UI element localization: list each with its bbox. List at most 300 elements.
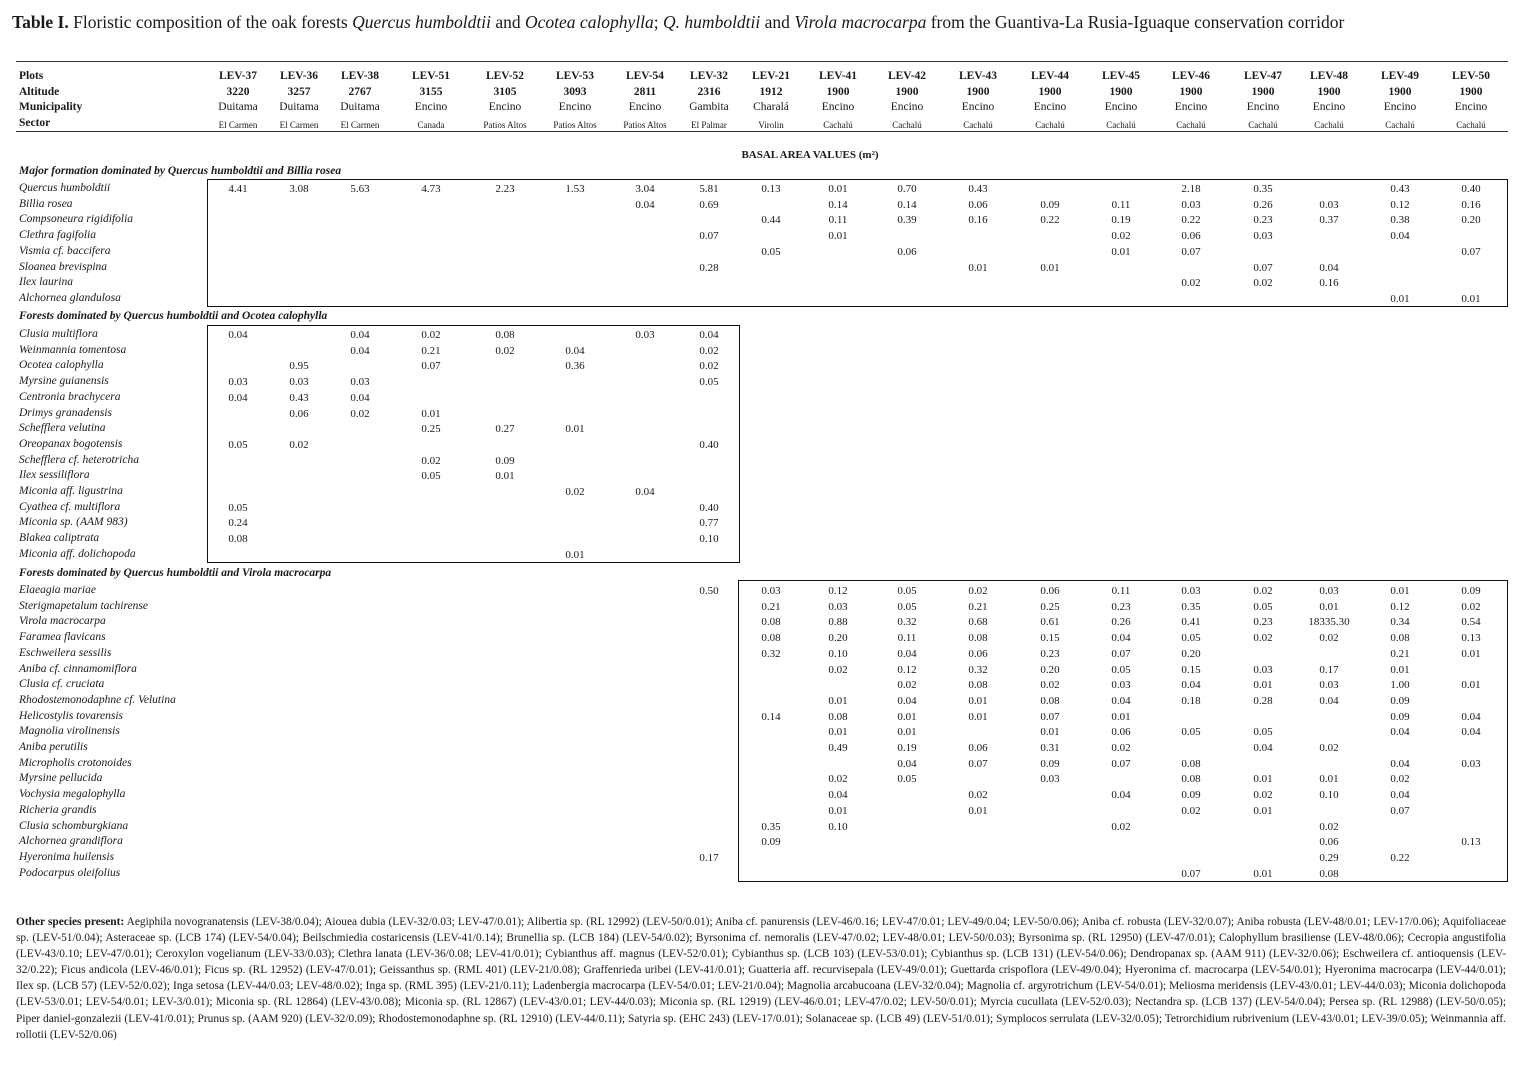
section-title bbox=[19, 568, 331, 580]
altitude-value: 1900 bbox=[1459, 86, 1483, 98]
basal-area-value: 0.04 bbox=[635, 486, 655, 498]
section-title-part: Ocotea calophylla bbox=[242, 310, 328, 322]
basal-area-value: 0.01 bbox=[1040, 726, 1060, 739]
sector-value: Cachalú bbox=[823, 120, 853, 130]
species-name: Richeria grandis bbox=[19, 803, 97, 816]
basal-area-value: 0.07 bbox=[1111, 647, 1131, 660]
basal-area-value: 0.68 bbox=[968, 616, 988, 629]
basal-area-value: 0.32 bbox=[761, 647, 781, 660]
sector-value: El Carmen bbox=[340, 120, 380, 130]
altitude-value: 2811 bbox=[633, 86, 657, 98]
section-title-part: Forests dominated by bbox=[19, 567, 124, 579]
basal-area-value: 0.21 bbox=[421, 344, 441, 357]
basal-area-value: 0.03 bbox=[1461, 757, 1481, 770]
basal-area-value: 0.01 bbox=[828, 726, 848, 739]
sector-value: Cachalú bbox=[963, 120, 993, 130]
altitude-value: 3155 bbox=[419, 86, 443, 98]
basal-area-value: 0.01 bbox=[1111, 710, 1131, 723]
basal-area-value: 0.15 bbox=[1040, 632, 1060, 645]
basal-area-value: 0.13 bbox=[761, 183, 781, 195]
title-part: ; bbox=[653, 12, 664, 32]
plot-id: LEV-48 bbox=[1309, 70, 1349, 82]
sector-value: Patios Altos bbox=[483, 120, 527, 130]
basal-area-value: 0.28 bbox=[699, 261, 719, 274]
basal-area-heading: BASAL AREA VALUES (m²) bbox=[741, 149, 879, 161]
basal-area-value: 0.01 bbox=[968, 261, 988, 274]
basal-area-value: 0.04 bbox=[1390, 726, 1410, 739]
sector-value: El Carmen bbox=[279, 120, 319, 130]
basal-area-value: 5.63 bbox=[350, 183, 370, 195]
municipality-value: Encino bbox=[1454, 101, 1488, 113]
species-name: Myrsine pellucida bbox=[19, 772, 103, 785]
basal-area-value: 18335.30 bbox=[1308, 616, 1350, 629]
basal-area-value: 0.04 bbox=[897, 647, 917, 660]
species-name: Ilex laurina bbox=[19, 276, 73, 289]
basal-area-value: 0.01 bbox=[968, 804, 988, 817]
municipality-value: Gambita bbox=[689, 101, 729, 113]
sector-value: Cachalú bbox=[1106, 120, 1136, 130]
basal-area-value: 0.04 bbox=[565, 344, 585, 357]
sector-value: Patios Altos bbox=[623, 120, 667, 130]
plot-id: LEV-32 bbox=[689, 70, 729, 82]
basal-area-value: 0.01 bbox=[968, 710, 988, 723]
basal-area-value: 0.09 bbox=[1390, 694, 1410, 707]
basal-area-value: 0.03 bbox=[289, 376, 309, 389]
basal-area-value: 0.14 bbox=[828, 198, 848, 211]
basal-area-value: 0.22 bbox=[1181, 214, 1201, 227]
basal-area-value: 0.04 bbox=[228, 391, 248, 404]
species-name: Virola macrocarpa bbox=[19, 615, 106, 628]
basal-area-value: 0.04 bbox=[1181, 679, 1201, 692]
basal-area-value: 0.09 bbox=[1181, 789, 1201, 802]
basal-area-value: 0.03 bbox=[1181, 198, 1201, 211]
basal-area-value: 0.02 bbox=[421, 329, 441, 341]
basal-area-value: 0.21 bbox=[1390, 647, 1410, 660]
species-name: Blakea caliptrata bbox=[19, 532, 100, 545]
basal-area-value: 0.05 bbox=[699, 376, 719, 389]
basal-area-value: 0.08 bbox=[495, 329, 515, 341]
basal-area-value: 0.08 bbox=[828, 710, 848, 723]
altitude-value: 1912 bbox=[759, 86, 783, 98]
other-species-note bbox=[16, 914, 1506, 1043]
sector-value: Cachalú bbox=[1385, 120, 1415, 130]
altitude-value: 1900 bbox=[1388, 86, 1412, 98]
altitude-value: 1900 bbox=[966, 86, 990, 98]
basal-area-value: 0.01 bbox=[1390, 585, 1410, 597]
basal-area-value: 0.06 bbox=[968, 647, 988, 660]
municipality-value: Encino bbox=[628, 101, 662, 113]
species-name: Micropholis crotonoides bbox=[19, 756, 132, 769]
basal-area-value: 0.01 bbox=[897, 710, 917, 723]
basal-area-value: 0.25 bbox=[421, 423, 441, 436]
basal-area-value: 0.06 bbox=[1111, 726, 1131, 739]
title-part: Quercus humboldtii bbox=[352, 12, 491, 32]
basal-area-value: 0.02 bbox=[897, 679, 917, 692]
basal-area-value: 0.49 bbox=[828, 742, 848, 754]
species-name: Magnolia virolinensis bbox=[19, 725, 120, 738]
basal-area-value: 0.05 bbox=[897, 585, 917, 597]
basal-area-value: 0.36 bbox=[565, 360, 585, 373]
basal-area-value: 0.04 bbox=[350, 391, 370, 404]
basal-area-value: 0.04 bbox=[635, 198, 655, 211]
species-name: Alchornea grandiflora bbox=[19, 835, 123, 848]
basal-area-value: 0.02 bbox=[1319, 742, 1339, 754]
species-name: Helicostylis tovarensis bbox=[19, 709, 124, 722]
basal-area-value: 0.07 bbox=[1461, 245, 1481, 258]
basal-area-value: 0.08 bbox=[968, 679, 988, 692]
basal-area-value: 0.02 bbox=[1253, 277, 1273, 290]
sector-value: Cachalú bbox=[1176, 120, 1206, 130]
basal-area-value: 0.04 bbox=[699, 329, 719, 341]
basal-area-value: 0.02 bbox=[1253, 585, 1273, 597]
basal-area-value: 0.02 bbox=[699, 344, 719, 357]
group-box-quercus-billia bbox=[207, 179, 1508, 307]
plot-id: LEV-53 bbox=[555, 70, 595, 82]
basal-area-value: 0.40 bbox=[699, 501, 719, 514]
basal-area-value: 0.26 bbox=[1111, 616, 1131, 629]
basal-area-value: 0.20 bbox=[1181, 647, 1201, 660]
basal-area-value: 0.05 bbox=[1253, 726, 1273, 739]
basal-area-value: 0.41 bbox=[1181, 616, 1201, 629]
basal-area-value: 0.04 bbox=[1111, 694, 1131, 707]
basal-area-value: 0.16 bbox=[1461, 198, 1481, 211]
plot-id: LEV-51 bbox=[411, 70, 451, 82]
basal-area-value: 0.43 bbox=[1390, 183, 1410, 195]
basal-area-value: 0.12 bbox=[897, 663, 917, 676]
basal-area-value: 0.06 bbox=[289, 407, 309, 420]
basal-area-value: 0.04 bbox=[828, 789, 848, 802]
plot-id: LEV-50 bbox=[1451, 70, 1491, 82]
basal-area-value: 0.06 bbox=[968, 742, 988, 754]
basal-area-value: 0.05 bbox=[761, 245, 781, 258]
section-title-part: Forests dominated by bbox=[19, 310, 124, 322]
basal-area-value: 0.09 bbox=[495, 454, 515, 467]
basal-area-value: 0.11 bbox=[1111, 198, 1131, 211]
basal-area-value: 0.02 bbox=[289, 438, 309, 451]
basal-area-value: 0.14 bbox=[897, 198, 917, 211]
basal-area-value: 0.16 bbox=[968, 214, 988, 227]
altitude-value: 2316 bbox=[697, 86, 721, 98]
basal-area-value: 0.08 bbox=[761, 616, 781, 629]
other-species-label: Other species present: bbox=[16, 916, 125, 928]
basal-area-value: 0.02 bbox=[1181, 804, 1201, 817]
section-title bbox=[19, 311, 327, 323]
basal-area-value: 0.01 bbox=[1253, 773, 1273, 786]
species-name: Weinmannia tomentosa bbox=[19, 343, 127, 356]
section-title-part: Quercus humboldtii bbox=[123, 567, 219, 579]
municipality-value: Encino bbox=[488, 101, 522, 113]
basal-area-value: 0.23 bbox=[1040, 647, 1060, 660]
basal-area-value: 2.18 bbox=[1181, 183, 1201, 195]
altitude-value: 1900 bbox=[1251, 86, 1275, 98]
basal-area-value: 0.08 bbox=[1181, 757, 1201, 770]
species-name: Quercus humboldtii bbox=[19, 182, 111, 194]
altitude-value: 3257 bbox=[287, 86, 311, 98]
plot-id: LEV-42 bbox=[887, 70, 927, 82]
sector-value: El Carmen bbox=[218, 120, 258, 130]
species-name: Miconia sp. (AAM 983) bbox=[19, 516, 128, 529]
basal-area-value: 0.01 bbox=[495, 470, 515, 483]
municipality-value: Encino bbox=[821, 101, 855, 113]
basal-area-value: 0.02 bbox=[1253, 632, 1273, 645]
basal-area-value: 0.02 bbox=[565, 486, 585, 498]
species-name: Myrsine guianensis bbox=[19, 375, 109, 388]
basal-area-value: 0.02 bbox=[968, 585, 988, 597]
basal-area-value: 0.23 bbox=[1253, 616, 1273, 629]
basal-area-value: 0.04 bbox=[350, 329, 370, 341]
basal-area-value: 0.03 bbox=[828, 600, 848, 613]
basal-area-value: 4.73 bbox=[421, 183, 441, 195]
basal-area-value: 0.31 bbox=[1040, 742, 1060, 754]
basal-area-value: 0.07 bbox=[1181, 245, 1201, 258]
basal-area-value: 0.02 bbox=[1181, 277, 1201, 290]
plot-id: LEV-44 bbox=[1030, 70, 1070, 82]
basal-area-value: 0.06 bbox=[968, 198, 988, 211]
basal-area-value: 0.25 bbox=[1040, 600, 1060, 613]
basal-area-value: 0.02 bbox=[968, 789, 988, 802]
title-part: Ocotea calophylla bbox=[525, 12, 654, 32]
title-part: Floristic composition of the oak forests bbox=[73, 12, 353, 32]
altitude-value: 2767 bbox=[348, 86, 372, 98]
section-title-part: Major formation dominated by bbox=[19, 165, 168, 177]
plot-id: LEV-21 bbox=[751, 70, 791, 82]
municipality-value: Encino bbox=[961, 101, 995, 113]
municipality-value: Encino bbox=[1104, 101, 1138, 113]
altitude-value: 1900 bbox=[895, 86, 919, 98]
basal-area-value: 0.01 bbox=[828, 804, 848, 817]
municipality-value: Encino bbox=[1246, 101, 1280, 113]
basal-area-value: 1.53 bbox=[565, 183, 585, 195]
sector-value: Cachalú bbox=[1456, 120, 1486, 130]
sector-value: Cachalú bbox=[892, 120, 922, 130]
basal-area-value: 0.35 bbox=[761, 820, 781, 833]
basal-area-value: 4.41 bbox=[228, 183, 248, 195]
basal-area-value: 0.21 bbox=[761, 600, 781, 613]
basal-area-value: 0.02 bbox=[828, 663, 848, 676]
plot-id: LEV-54 bbox=[625, 70, 665, 82]
basal-area-value: 0.08 bbox=[1390, 632, 1410, 645]
sector-value: Patios Altos bbox=[553, 120, 597, 130]
basal-area-value: 0.07 bbox=[1040, 710, 1060, 723]
species-name: Drimys granadensis bbox=[19, 406, 112, 419]
basal-area-value: 0.06 bbox=[1181, 230, 1201, 243]
basal-area-value: 0.10 bbox=[1319, 789, 1339, 802]
basal-area-value: 0.20 bbox=[1461, 214, 1481, 227]
basal-area-value: 0.04 bbox=[350, 344, 370, 357]
plot-id: LEV-36 bbox=[279, 70, 319, 82]
basal-area-value: 0.01 bbox=[1461, 679, 1481, 692]
basal-area-value: 0.10 bbox=[828, 820, 848, 833]
plot-id: LEV-49 bbox=[1380, 70, 1420, 82]
municipality-value: Charalá bbox=[753, 101, 789, 113]
basal-area-value: 0.02 bbox=[1040, 679, 1060, 692]
species-name: Centronia brachycera bbox=[19, 390, 121, 403]
basal-area-value: 0.17 bbox=[699, 851, 719, 864]
basal-area-value: 0.03 bbox=[1111, 679, 1131, 692]
basal-area-value: 0.03 bbox=[228, 376, 248, 389]
table-label: Table I. bbox=[12, 12, 69, 32]
species-name: Eschweilera sessilis bbox=[19, 646, 112, 659]
basal-area-value: 0.05 bbox=[897, 600, 917, 613]
basal-area-value: 0.08 bbox=[1181, 773, 1201, 786]
basal-area-value: 0.69 bbox=[699, 198, 719, 211]
basal-area-value: 0.35 bbox=[1181, 600, 1201, 613]
header-label-plot: Plots bbox=[19, 70, 44, 82]
basal-area-value: 0.04 bbox=[1461, 710, 1481, 723]
basal-area-value: 0.54 bbox=[1461, 616, 1481, 629]
basal-area-value: 0.22 bbox=[1390, 851, 1410, 864]
basal-area-value: 0.03 bbox=[1253, 663, 1273, 676]
basal-area-value: 0.27 bbox=[495, 423, 515, 436]
basal-area-value: 0.01 bbox=[565, 423, 585, 436]
species-name: Clusia schomburgkiana bbox=[19, 819, 129, 832]
title-part: from the Guantiva-La Rusia-Iguaque conservation corridor bbox=[926, 12, 1345, 32]
species-name: Miconia aff. ligustrina bbox=[19, 485, 123, 497]
municipality-value: Encino bbox=[1033, 101, 1067, 113]
species-name: Compsoneura rigidifolia bbox=[19, 213, 134, 226]
basal-area-value: 0.70 bbox=[897, 183, 917, 195]
basal-area-value: 0.02 bbox=[1390, 773, 1410, 786]
basal-area-value: 0.03 bbox=[635, 329, 655, 341]
sector-value: Canada bbox=[417, 120, 445, 130]
title-part: and bbox=[760, 12, 795, 32]
plot-id: LEV-45 bbox=[1101, 70, 1141, 82]
other-species-text: Aegiphila novogranatensis (LEV-38/0.04); Aiouea dubia (LEV-32/0.03; LEV-47/0.01); Alibertia sp. (RL 12992) (LEV-50/0.01); Aniba cf. panurensis (LEV-46/0.16; LEV-47/0.01; LEV-49/0.04; LEV-50/0.06); Aniba cf. robusta (LEV-32/0.07); Aniba robusta (LEV-48/0.01; LEV-17/0.06); Aquifoliaceae sp. (LEV-51/0.04); Asteraceae sp. (LCB 174) (LEV-54/0.04); Beilschmiedia costaricensis (LEV-41/0.14); Brunellia sp. (LCB 184) (LEV-54/0.02); Byrsonima cf. nemoralis (LEV-47/0.02; LEV-48/0.01; LEV-50/0.03); Byrsonima sp. (RL 12950) (LEV-47/0.01); Calophyllum brasiliense (LEV-48/0.06); Cecropia angustifolia (LEV-43/0.10; LEV-47/0.01); Ceroxylon vogelianum (LEV-33/0.03); Clethra lanata (LEV-36/0.08; LEV-41/0.01); Cybianthus aff. magnus (LEV-52/0.01); Cybianthus sp. (LCB 103) (LEV-53/0.01); Cybianthus sp. (LCB 131) (LEV-54/0.06); Dendropanax sp. (AAM 911) (LEV-32/0.06); Eschweilera cf. antioquensis (LEV-32/0.22); Ficus andicola (LEV-46/0.01); Ficus sp. (RL 12952) (LEV-47/0.01); Geissanthus sp. (RML 401) (LEV-21/0.08); Graffenrieda uribei (LEV-41/0.01); Guatteria aff. recurvisepala (LEV-49/0.01); Guettarda crispoflora (LEV-49/0.04); Hyeronima cf. macrocarpa (LEV-54/0.01); Hyeronima macrocarpa (LEV-44/0.01); Ilex sp. (LCB 57) (LEV-52/0.02); Inga setosa (LEV-44/0.03; LEV-48/0.02); Inga sp. (RML 395) (LEV-21/0.11); Ladenbergia macrocarpa (LEV-54/0.01; LEV-21/0.04); Magnolia arcabucoana (LEV-32/0.04); Magnolia cf. argyrotrichum (LEV-54/0.01); Meliosma meridensis (LEV-43/0.01; LEV-44/0.03); Miconia dolichopoda (LEV-53/0.01; LEV-54/0.01; LEV-3/0.01); Miconia sp. (RL 12864) (LEV-43/0.08); Miconia sp. (RL 12867) (LEV-43/0.01; LEV-44/0.03); Miconia sp. (RL 12919) (LEV-46/0.01; LEV-47/0.02; LEV-50/0.01); Myrcia cucullata (LEV-52/0.03); Nectandra sp. (LCB 137) (LEV-54/0.04); Persea sp. (RL 12988) (LEV-50/0.05); Piper daniel-gonzalezii (LEV-41/0.01); Prunus sp. (AAM 920) (LEV-32/0.09); Rhodostemonodaphne sp. (RL 12910) (LEV-44/0.11); Satyria sp. (EHC 243) (LEV-17/0.01); Solanaceae sp. (LCB 49) (LEV-51/0.01); Symplocos serrulata (LEV-32/0.05); Tetrorchidium rubrivenium (LEV-43/0.01; LEV-39/0.05); Weinmannia aff. rollotii (LEV-52/0.06) bbox=[16, 916, 1506, 1041]
altitude-value: 3093 bbox=[563, 86, 587, 98]
basal-area-value: 0.02 bbox=[1111, 230, 1131, 243]
species-name: Clethra fagifolia bbox=[19, 229, 96, 242]
basal-area-value: 0.09 bbox=[1040, 198, 1060, 211]
basal-area-value: 0.14 bbox=[761, 710, 781, 723]
basal-area-value: 0.03 bbox=[1319, 198, 1339, 211]
basal-area-value: 0.01 bbox=[1319, 773, 1339, 786]
sector-value: Virolin bbox=[758, 120, 784, 130]
section-title-part: Virola macrocarpa bbox=[242, 567, 332, 579]
species-name: Clusia multiflora bbox=[19, 328, 98, 340]
basal-area-value: 0.02 bbox=[1111, 820, 1131, 833]
basal-area-value: 0.18 bbox=[1181, 694, 1201, 707]
sector-value: El Palmar bbox=[691, 120, 727, 130]
section-title-part: Quercus humboldtii bbox=[123, 310, 219, 322]
altitude-value: 3220 bbox=[226, 86, 250, 98]
title-part: Virola macrocarpa bbox=[794, 12, 927, 32]
plot-id: LEV-47 bbox=[1243, 70, 1283, 82]
species-name: Aniba perutilis bbox=[19, 741, 88, 753]
group-box-quercus-virola bbox=[738, 580, 1508, 882]
basal-area-value: 0.13 bbox=[1461, 836, 1481, 849]
basal-area-value: 0.02 bbox=[350, 407, 370, 420]
plot-id: LEV-52 bbox=[485, 70, 525, 82]
basal-area-value: 0.02 bbox=[421, 454, 441, 467]
basal-area-value: 0.04 bbox=[1111, 789, 1131, 802]
basal-area-value: 0.21 bbox=[968, 600, 988, 613]
basal-area-value: 0.03 bbox=[1040, 773, 1060, 786]
basal-area-value: 0.11 bbox=[1111, 585, 1131, 597]
municipality-value: Encino bbox=[1312, 101, 1346, 113]
basal-area-value: 0.11 bbox=[828, 214, 848, 227]
header-label-alt: Altitude bbox=[19, 86, 60, 98]
altitude-value: 1900 bbox=[1179, 86, 1203, 98]
basal-area-value: 0.05 bbox=[1181, 726, 1201, 739]
basal-area-value: 0.17 bbox=[1319, 663, 1339, 676]
species-name: Ilex sessiliflora bbox=[19, 469, 90, 482]
basal-area-value: 0.11 bbox=[897, 632, 917, 645]
basal-area-value: 0.16 bbox=[1319, 277, 1339, 290]
basal-area-value: 0.08 bbox=[228, 533, 248, 546]
basal-area-value: 0.07 bbox=[1253, 261, 1273, 274]
municipality-value: Encino bbox=[558, 101, 592, 113]
basal-area-value: 0.07 bbox=[421, 360, 441, 373]
section-title-part: Quercus humboldtii bbox=[167, 165, 263, 177]
species-name: Cyathea cf. multiflora bbox=[19, 500, 121, 513]
basal-area-value: 0.29 bbox=[1319, 851, 1339, 864]
basal-area-value: 0.07 bbox=[1111, 757, 1131, 770]
sector-value: Cachalú bbox=[1314, 120, 1344, 130]
basal-area-value: 0.09 bbox=[1390, 710, 1410, 723]
basal-area-value: 0.22 bbox=[1040, 214, 1060, 227]
species-name: Alchornea glandulosa bbox=[19, 291, 121, 304]
basal-area-value: 0.03 bbox=[350, 376, 370, 389]
basal-area-value: 0.12 bbox=[828, 585, 848, 597]
basal-area-value: 0.04 bbox=[897, 757, 917, 770]
municipality-value: Encino bbox=[890, 101, 924, 113]
basal-area-value: 0.04 bbox=[1390, 789, 1410, 802]
basal-area-value: 0.43 bbox=[289, 391, 309, 404]
basal-area-value: 0.01 bbox=[828, 694, 848, 707]
species-name: Schefflera cf. heterotricha bbox=[19, 453, 139, 466]
basal-area-value: 0.03 bbox=[1253, 230, 1273, 243]
section-title-part: and bbox=[262, 165, 287, 177]
municipality-value: Duitama bbox=[279, 101, 319, 113]
basal-area-value: 0.32 bbox=[968, 663, 988, 676]
basal-area-value: 0.01 bbox=[1319, 600, 1339, 613]
basal-area-value: 0.04 bbox=[1319, 261, 1339, 274]
basal-area-value: 0.40 bbox=[699, 438, 719, 451]
altitude-value: 1900 bbox=[826, 86, 850, 98]
basal-area-value: 0.01 bbox=[1040, 261, 1060, 274]
section-title-part: and bbox=[218, 567, 243, 579]
basal-area-value: 0.10 bbox=[699, 533, 719, 546]
header-label-muni: Municipality bbox=[19, 101, 83, 113]
basal-area-value: 0.05 bbox=[897, 773, 917, 786]
basal-area-value: 0.05 bbox=[1253, 600, 1273, 613]
basal-area-value: 0.01 bbox=[1461, 647, 1481, 660]
basal-area-value: 0.04 bbox=[1319, 694, 1339, 707]
basal-area-value: 0.05 bbox=[1181, 632, 1201, 645]
basal-area-value: 0.07 bbox=[1390, 804, 1410, 817]
basal-area-value: 0.07 bbox=[1181, 867, 1201, 880]
basal-area-value: 0.38 bbox=[1390, 214, 1410, 227]
basal-area-value: 0.12 bbox=[1390, 600, 1410, 613]
basal-area-value: 0.01 bbox=[968, 694, 988, 707]
municipality-value: Encino bbox=[414, 101, 448, 113]
basal-area-value: 0.19 bbox=[897, 742, 917, 754]
altitude-value: 1900 bbox=[1317, 86, 1341, 98]
basal-area-value: 0.04 bbox=[1390, 230, 1410, 243]
basal-area-value: 0.01 bbox=[1253, 867, 1273, 880]
basal-area-value: 0.05 bbox=[421, 470, 441, 483]
basal-area-value: 0.20 bbox=[828, 632, 848, 645]
header-top-rule bbox=[16, 61, 1508, 62]
basal-area-value: 0.39 bbox=[897, 214, 917, 227]
basal-area-value: 0.01 bbox=[1461, 292, 1481, 305]
basal-area-value: 0.77 bbox=[699, 517, 719, 530]
basal-area-value: 0.04 bbox=[1253, 742, 1273, 754]
basal-area-value: 3.08 bbox=[289, 183, 309, 195]
plot-id: LEV-43 bbox=[958, 70, 998, 82]
basal-area-value: 0.07 bbox=[968, 757, 988, 770]
basal-area-value: 0.01 bbox=[1111, 245, 1131, 258]
